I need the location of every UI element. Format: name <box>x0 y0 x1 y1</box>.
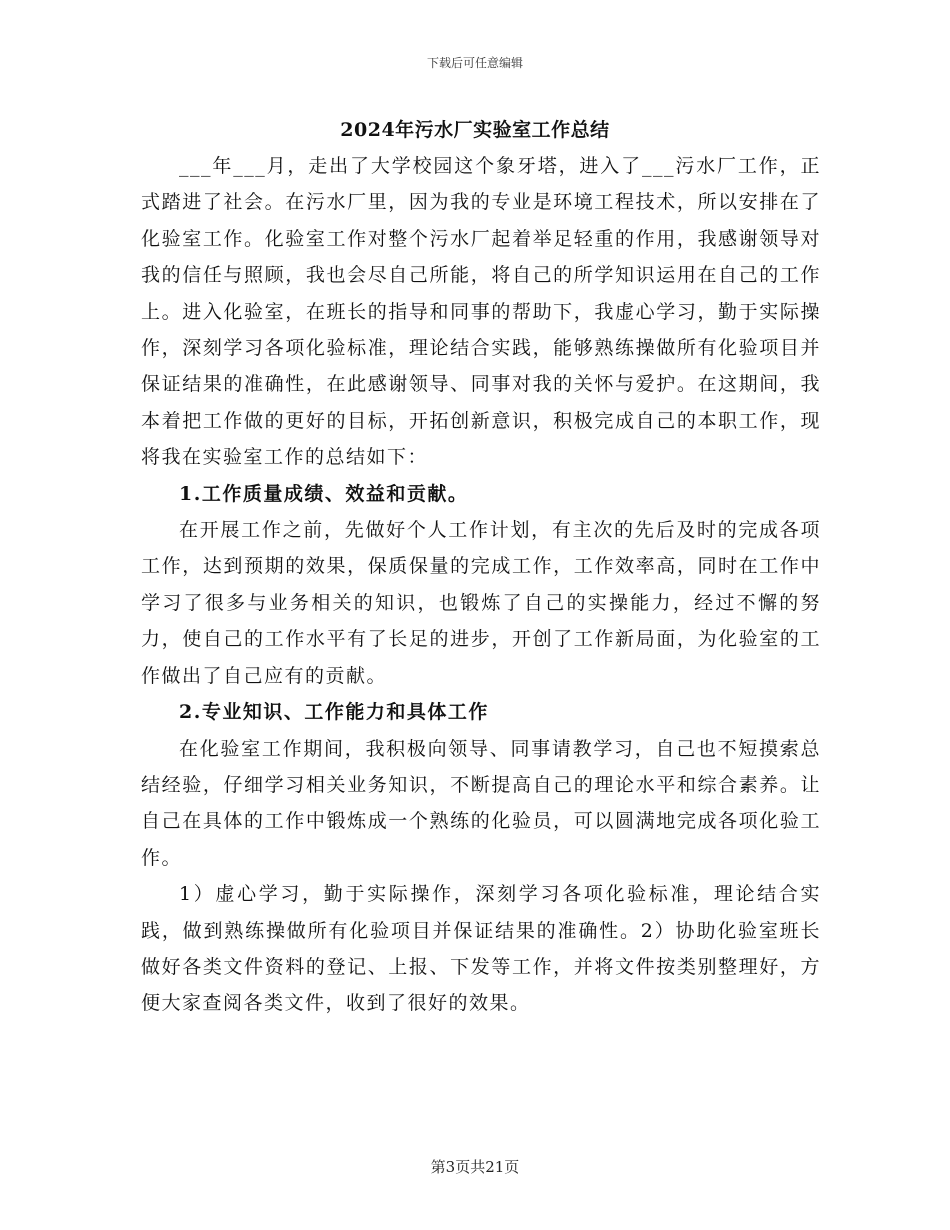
section-heading-1: 1.工作质量成绩、效益和贡献。 <box>179 482 469 505</box>
paragraph-intro: ___年___月，走出了大学校园这个象牙塔，进入了___污水厂工作，正式踏进了社会。在污水厂里，因为我的专业是环境工程技术，所以安排在了化验室工作。化验室工作对整个污水厂起着举足轻重的作用，我感谢领导对我的信任与照顾，我也会尽自己所能，将自己的所学知识运用在自己的工作上。进入化验室，在班长的指导和同事的帮助下，我虚心学习，勤于实际操作，深刻学习各项化验标准，理论结合实践，能够熟练操做所有化验项目并保证结果的准确性，在此感谢领导、同事对我的关怀与爱护。在这期间，我本着把工作做的更好的目标，开拓创新意识，积极完成自己的本职工作，现将我在实验室工作的总结如下： <box>141 155 821 469</box>
download-note: 下载后可任意编辑 <box>426 56 523 70</box>
section-heading-2: 2.专业知识、工作能力和具体工作 <box>179 701 489 724</box>
document-title: 2024年污水厂实验室工作总结 <box>340 119 610 141</box>
paragraph-section-2-items: 1）虚心学习，勤于实际操作，深刻学习各项化验标准，理论结合实践，做到熟练操做所有化验项目并保证结果的准确性。2）协助化验室班长做好各类文件资料的登记、上报、下发等工作，并将文件按类别整理好，方便大家查阅各类文件，收到了很好的效果。 <box>141 883 821 1015</box>
paragraph-section-2: 在化验室工作期间，我积极向领导、同事请教学习，自己也不短摸索总结经验，仔细学习相关业务知识，不断提高自己的理论水平和综合素养。让自己在具体的工作中锻炼成一个熟练的化验员，可以圆满地完成各项化验工作。 <box>141 737 821 869</box>
document-body <box>141 148 821 1022</box>
page-number-footer: 第3页共21页 <box>430 1158 520 1176</box>
paragraph-section-1: 在开展工作之前，先做好个人工作计划，有主次的先后及时的完成各项工作，达到预期的效果，保质保量的完成工作，工作效率高，同时在工作中学习了很多与业务相关的知识，也锻炼了自己的实操能力，经过不懈的努力，使自己的工作水平有了长足的进步，开创了工作新局面，为化验室的工作做出了自己应有的贡献。 <box>141 519 821 687</box>
